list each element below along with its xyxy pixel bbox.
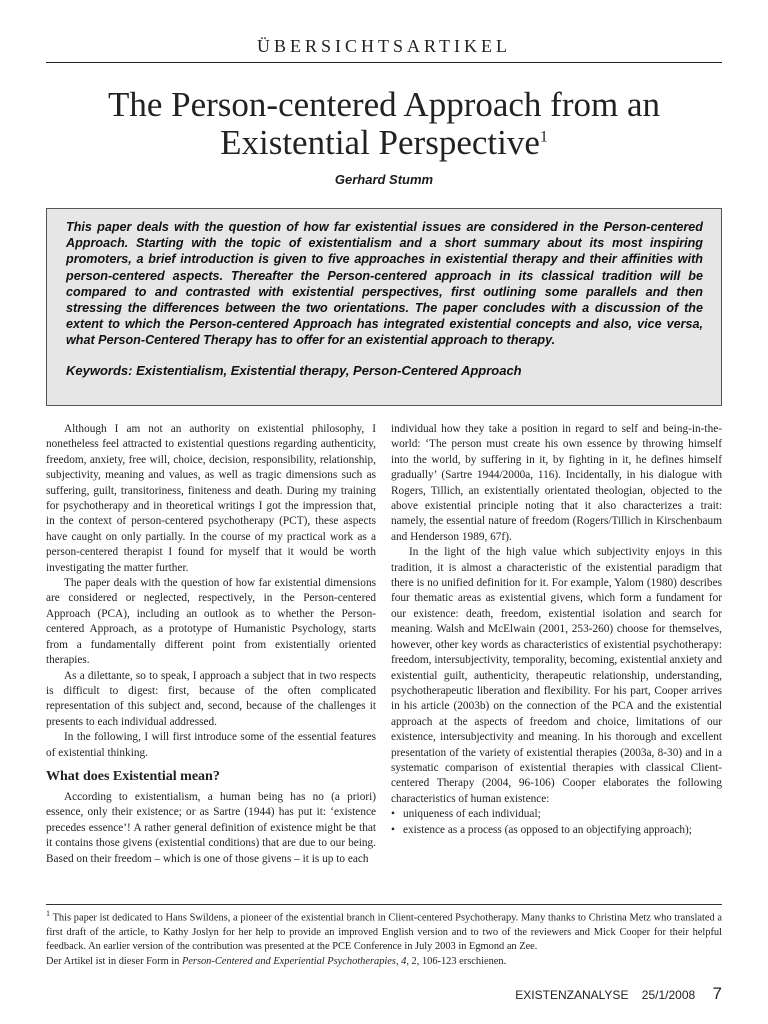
title-footnote-marker: 1 — [539, 128, 548, 146]
footnote — [46, 907, 722, 969]
footnote-source-suffix: 2, 106-123 erschienen. — [408, 955, 507, 967]
keywords: Keywords: Existentialism, Existential therapy, Person-Centered Approach — [66, 362, 522, 378]
paragraph: individual how they take a position in regard to self and being-in-the-world: ‘The person must create his own essence by throwing himself into the world, by suffering in it, by fighting in it, he defines himself gradually’ (Sartre 1944/2000a, 116). Incidentally, in his dialogue with Rogers, Tillich, an existentially orientated theologian, objected to the above existential principle noting that it also characterizes a trait: namely, the essential nature of freedom (Rogers/Tillich in Kirschenbaum and Henderson 1989, 67f). — [391, 423, 722, 543]
page-footer — [515, 984, 722, 1004]
abstract-text: This paper deals with the question of how far existential issues are considered in the Person-centered Approach. Starting with the topic of existentialism and a short summary about its most inspiring promoters, a brief introduction is given to five approaches in existential therapy and their affinities with person-centered aspects. Thereafter the Person-centered approach in its classical tradition will be compared to and contrasted with existential perspectives, first outlining some parallels and then stressing the differences between the two orientations. The paper concludes with a discussion of the extent to which the Person-centered Approach has integrated existential concepts and also, vice versa, what Person-Centered Therapy has to offer for an existential approach to therapy. — [66, 220, 703, 348]
footnote-source-journal: Person-Centered and Experiential Psychotherapies, 4, — [181, 955, 409, 967]
paragraph: In the following, I will first introduce some of the essential features of existential thinking. — [46, 731, 376, 759]
paragraph: According to existentialism, a human being has no (a priori) essence, only their existence; or as Sartre (1944) has put it: ‘existence precedes essence’! A rather general definition of existence might be that it contains those givens (existential conditions) that are due to our being. Based on their freedom – which is one of those givens – it is up to each — [46, 790, 376, 865]
paragraph: Although I am not an authority on existential philosophy, I nonetheless feel attracted to existential questions regarding authenticity, freedom, anxiety, free will, choice, decision, responsibility, relationship, subjectivity, meaning and values, as well as tragic dimensions such as suffering, guilt, transitoriness, finiteness and death. During my training for psychotherapy and in theoretical writings I got the impression that, in the context of person-centered psychotherapy (PCT), these aspects have caught on only partially. In the course of my practical work as a person-centered therapist I found for myself that it would be worth investigating the matter further. — [46, 423, 376, 574]
footnote-marker: 1 — [46, 909, 50, 918]
title-line-2: Existential Perspective — [220, 123, 540, 162]
footnote-source-prefix: Der Artikel ist in dieser Form in — [46, 955, 182, 967]
section-label: ÜBERSICHTSARTIKEL — [257, 36, 511, 56]
top-rule — [46, 62, 722, 63]
body-column-right — [391, 422, 722, 838]
section-heading: What does Existential mean? — [46, 768, 220, 784]
title-line-1: The Person-centered Approach from an — [107, 85, 660, 124]
paragraph: The paper deals with the question of how far existential dimensions are considered or neglected, respectively, in the Person-centered Approach (PCA), including an outlook as to whether the Person-centered Approach, as a prototype of Humanistic Psychology, starts from a fundamentally different point from existentially oriented therapies. — [46, 577, 376, 667]
footnote-rule — [46, 904, 722, 905]
abstract-box — [46, 208, 722, 406]
paragraph: As a dilettante, so to speak, I approach a subject that in two respects is difficult to digest: first, because of the often complicated representation of this subject and, second, because of the challenges it presents to each individual addressed. — [46, 669, 376, 728]
footer-issue: 25/1/2008 — [641, 988, 696, 1002]
list-item: • existence as a process (as opposed to an objectifying approach); — [391, 823, 722, 838]
footer-journal: EXISTENZANALYSE — [515, 988, 629, 1002]
author-name: Gerhard Stumm — [334, 172, 434, 187]
footnote-text: This paper ist dedicated to Hans Swildens, a pioneer of the existential branch in Client-centered Psychotherapy. Many thanks to Christina Metz who translated a first draft of the article, to Kathy Joslyn for her help to provide an improved English version and to two of the reviewers and Mick Cooper for their helpful feedback. An earlier version of the contribution was presented at the PCE Conference in July 2003 in Egmond an Zee. — [46, 912, 722, 953]
body-column-left — [46, 422, 376, 867]
characteristics-list — [391, 807, 722, 838]
list-item: • uniqueness of each individual; — [391, 807, 722, 822]
page-number: 7 — [712, 984, 722, 1003]
paragraph: In the light of the high value which subjectivity enjoys in this tradition, it is almost a characteristic of the existential paradigm that there is no unified definition for it. For example, Yalom (1980) describes four thematic areas as existential givens, which form a fundament for our existence: death, freedom, existential isolation and search for meaning. Walsh and McElwain (2001, 253-260) choose for themselves, however, other key words as characteristics of existential psychotherapy: freedom, intersubjectivity, temporality, becoming, existential anxiety and existential guilt, authenticity, therapeutic relationship, understanding, psychotherapeutic liberation and flexibility. For his part, Cooper arrives in his article (2003b) on the connection of the PCA and the existential approach at the aspects of freedom and choice, limitations of our existence, intersubjectivity and meaning. In his thorough and excellent presentation of the variety of existential therapies (2003a, 8-30) and in a systematic comparison of existential therapies with classical Client-centered Therapy (2004, 96-106) Cooper elaborates the following characteristics of human existence: — [391, 546, 722, 805]
article-title — [40, 86, 728, 162]
